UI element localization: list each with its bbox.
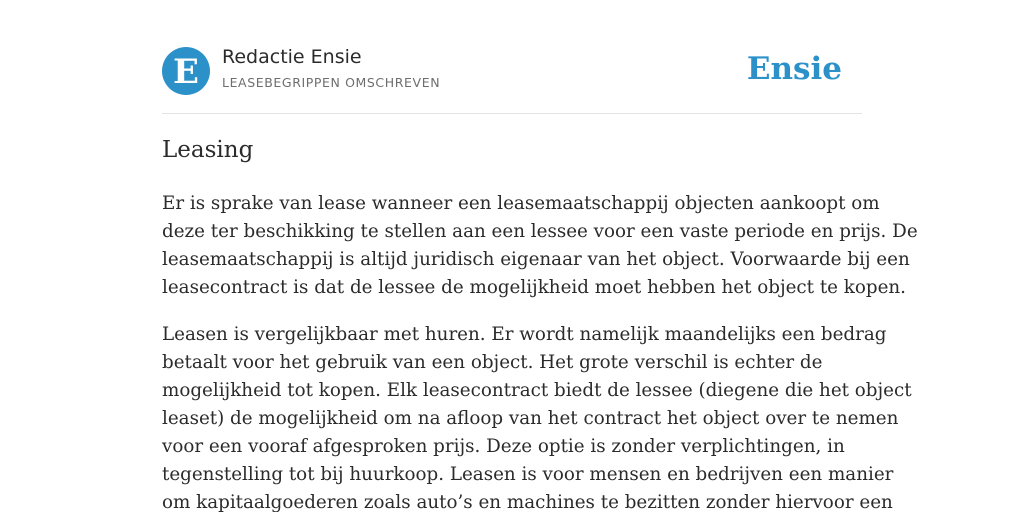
text-line: Leasen is vergelijkbaar met huren. Er wordt namelijk maandelijks een bedrag xyxy=(162,324,887,345)
text-line: leasemaatschappij is altijd juridisch eigenaar van het object. Voorwaarde bij een xyxy=(162,249,910,270)
text-line: Er is sprake van lease wanneer een leasemaatschappij objecten aankoopt om xyxy=(162,193,880,214)
text-line: deze ter beschikking te stellen aan een lessee voor een vaste periode en prijs. De xyxy=(162,221,918,242)
author-name[interactable]: Redactie Ensie xyxy=(222,46,362,68)
article-body xyxy=(162,190,918,512)
paragraph xyxy=(162,321,912,512)
author-subtitle: LEASEBEGRIPPEN OMSCHREVEN xyxy=(222,75,441,90)
text-line: mogelijkheid tot kopen. Elk leasecontract biedt de lessee (diegene die het object xyxy=(162,380,912,401)
text-line: voor een vooraf afgesproken prijs. Deze optie is zonder verplichtingen, in xyxy=(162,436,845,457)
text-line: leasecontract is dat de lessee de mogelijkheid moet hebben het object te kopen. xyxy=(162,277,906,298)
article-container xyxy=(162,0,918,512)
article-header xyxy=(162,0,862,114)
paragraph xyxy=(162,190,918,302)
text-line: tegenstelling tot bij huurkoop. Leasen is voor mensen en bedrijven een manier xyxy=(162,464,894,485)
text-line: betaalt voor het gebruik van een object. Het grote verschil is echter de xyxy=(162,352,823,373)
text-line: om kapitaalgoederen zoals auto’s en machines te bezitten zonder hiervoor een xyxy=(162,492,893,512)
avatar-letter: E xyxy=(173,51,199,92)
brand-logo[interactable]: Ensie xyxy=(746,51,842,87)
article-title: Leasing xyxy=(162,137,254,163)
text-line: leaset) de mogelijkheid om na afloop van het contract het object over te nemen xyxy=(162,408,899,429)
author-avatar[interactable] xyxy=(162,47,210,95)
